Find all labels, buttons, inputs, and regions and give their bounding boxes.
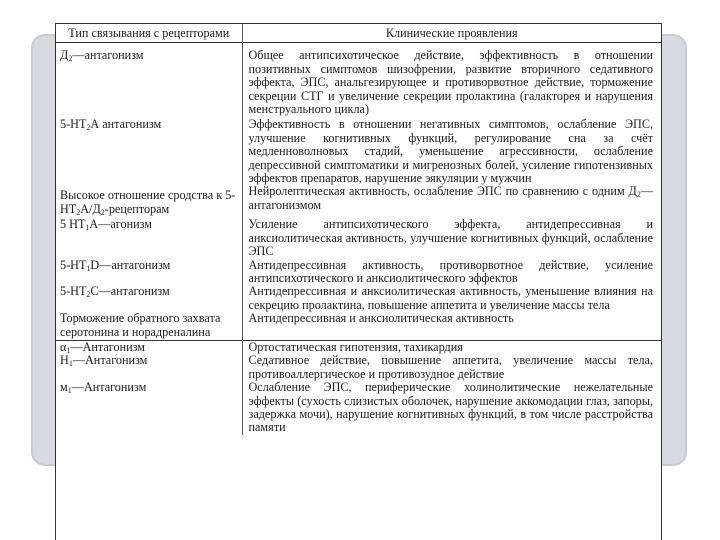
binding-cell: $Н_1—Антагонизм$ [60,353,148,369]
binding-cell: $5-НТ_2С—антагонизм$ [60,284,170,300]
binding-cell: $Д_2—антагонизм$ [60,48,144,64]
table-row [56,218,661,258]
binding-cell: 5 $НТ_1А—агонизм$ [60,217,152,233]
table-header-row [56,24,661,43]
effect-cell: Нейролептическая активность, ослабление ЭПС по сравнению с одним $Д_2—антагонизмом$ [242,185,661,218]
binding-cell: $5-НТ_2А$ антагонизм [60,117,162,133]
effect-cell: Антидепрессивная и анксиолитическая активность [242,312,661,340]
table-row [56,312,661,340]
table-row [56,43,661,119]
effect-cell: Общее антипсихотическое действие, эффективность в отношении позитивных симптомов шизофрении, развитие вторичного седативного эффекта, ЭПС, анальгезирующее и противорвотное действие, торможение секреции СТГ и увеличение секреции пролактина (галакторея и нарушения менструального цикла) [242,43,661,119]
binding-cell: Высокое отношение сродства к $5-НТ_2А/Д_2$-рецепторам [60,188,236,217]
table-row [56,259,661,286]
effect-cell: Седативное действие, повышение аппетита, увеличение массы тела, противоаллергическое и противозудное действие [242,354,661,381]
header-binding-type: Тип связывания с рецепторами [56,24,242,43]
table-row [56,185,661,218]
header-clinical: Клинические проявления [242,24,661,43]
table-row [56,285,661,312]
binding-cell: $м_1—Антагонизм$ [60,380,147,396]
effect-cell: Эффективность в отношении негативных симптомов, ослабление ЭПС, улучшение когнитивных функций, регулирование сна за счёт медленноволновых стадий, уменьшение агрессивности, ослабление депрессивной симптоматики и мигренозных болей, усиление гипотензивных эффектов препаратов, нарушение эякуляции у мужчин [242,118,661,185]
effect-cell: Антидепрессивная и анксиолитическая активность, уменьшение влияния на секрецию пролактина, повышение аппетита и увеличение массы тела [242,285,661,312]
binding-cell: Торможение обратного захвата серотонина и норадреналина [60,311,221,339]
effect-cell: Ортостатическая гипотензия, тахикардия [242,340,661,354]
table-row [56,354,661,381]
table-row [56,340,661,354]
binding-cell: $5-НТ_1D—антагонизм$ [60,257,171,273]
table-row [56,381,661,435]
document-page [55,23,662,540]
table-row [56,118,661,185]
effect-cell: Антидепрессивная активность, противорвотное действие, усиление антипсихотического и анксиолитического эффектов [242,259,661,286]
effect-cell: Усиление антипсихотического эффекта, антидепрессивная и анксиолитическая активность, улучшение когнитивных функций, ослабление ЭПС [242,218,661,258]
receptor-table [56,23,661,435]
binding-cell: $\alpha_1—Антагонизм$ [56,340,242,354]
effect-cell: Ослабление ЭПС, периферические холинолитические нежелательные эффекты (сухость слизистых оболочек, нарушение аккомодации глаз, запоры, задержка мочи), нарушение когнитивных функций, в том числе расстройства памяти [242,381,661,435]
